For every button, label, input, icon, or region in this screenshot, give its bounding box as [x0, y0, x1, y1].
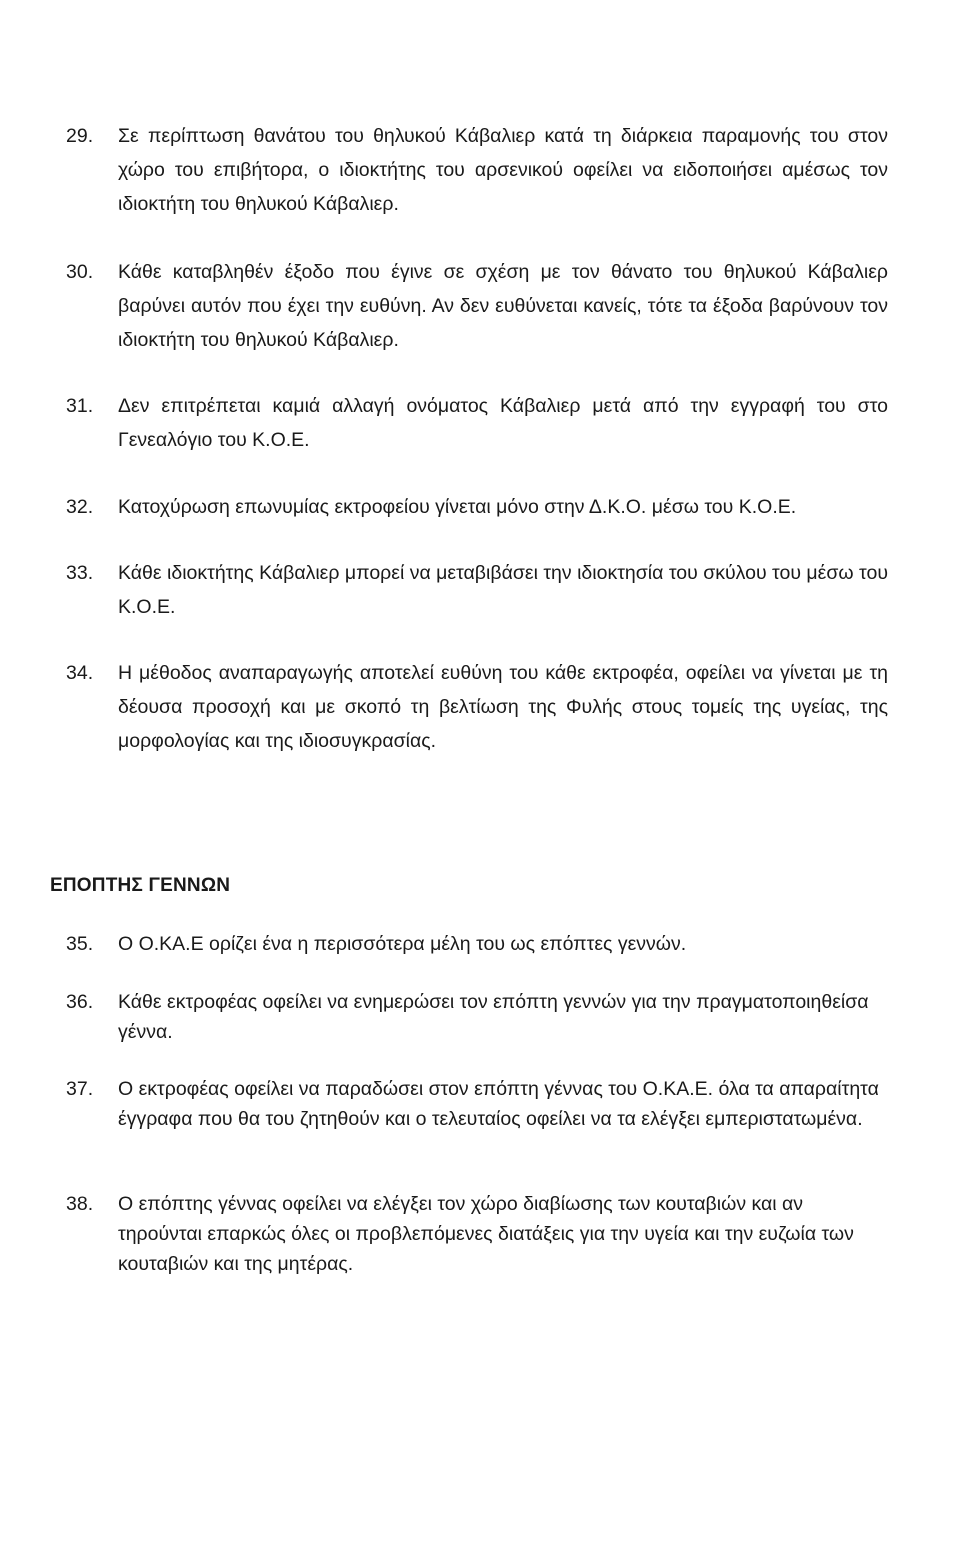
item-text: Κάθε εκτροφέας οφείλει να ενημερώσει τον επόπτη γεννών για την πραγματοποιηθείσα γέννα.: [118, 991, 869, 1043]
list-item: [66, 987, 888, 1047]
item-text: Σε περίπτωση θανάτου του θηλυκού Κάβαλιερ κατά τη διάρκεια παραμονής του στον χώρο του επιβήτορα, ο ιδιοκτήτης του αρσενικού οφείλει να ειδοποιήσει αμέσως τον ιδιοκτήτη του θηλυκού Κάβαλιερ.: [118, 125, 888, 215]
item-number: 31.: [66, 395, 94, 417]
item-number: 38.: [66, 1193, 94, 1215]
item-number: 34.: [66, 662, 94, 684]
item-text: Κατοχύρωση επωνυμίας εκτροφείου γίνεται μόνο στην Δ.Κ.Ο. μέσω του Κ.Ο.Ε.: [118, 496, 797, 518]
item-text: Κάθε ιδιοκτήτης Κάβαλιερ μπορεί να μεταβιβάσει την ιδιοκτησία του σκύλου του μέσω του Κ.Ο.Ε.: [118, 562, 888, 618]
item-text: Ο Ο.ΚΑ.Ε ορίζει ένα η περισσότερα μέλη του ως επόπτες γεννών.: [118, 933, 687, 955]
list-item: [66, 656, 888, 758]
list-item: [66, 556, 888, 624]
item-text: Ο εκτροφέας οφείλει να παραδώσει στον επόπτη γέννας του Ο.ΚΑ.Ε. όλα τα απαραίτητα έγγραφα που θα του ζητηθούν και ο τελευταίος οφείλει να τα ελέγξει εμπεριστατωμένα.: [118, 1078, 879, 1130]
item-number: 29.: [66, 125, 94, 147]
item-text: Η μέθοδος αναπαραγωγής αποτελεί ευθύνη του κάθε εκτροφέα, οφείλει να γίνεται με τη δέουσα προσοχή και με σκοπό τη βελτίωση της Φυλής στους τομείς της υγείας, της μορφολογίας και της ιδιοσυγκρασίας.: [118, 662, 888, 752]
list-item: [66, 119, 888, 221]
list-item: [66, 929, 888, 959]
item-number: 30.: [66, 261, 94, 283]
section-heading: ΕΠΟΠΤΗΣ ΓΕΝΝΩΝ: [50, 875, 231, 896]
item-text: Δεν επιτρέπεται καμιά αλλαγή ονόματος Κάβαλιερ μετά από την εγγραφή του στο Γενεαλόγιο του Κ.Ο.Ε.: [118, 395, 888, 451]
item-number: 35.: [66, 933, 94, 955]
item-text: Κάθε καταβληθέν έξοδο που έγινε σε σχέση με τον θάνατο του θηλυκού Κάβαλιερ βαρύνει αυτόν που έχει την ευθύνη. Αν δεν ευθύνεται κανείς, τότε τα έξοδα βαρύνουν τον ιδιοκτήτη του θηλυκού Κάβαλιερ.: [118, 261, 888, 351]
item-text: Ο επόπτης γέννας οφείλει να ελέγξει τον χώρο διαβίωσης των κουταβιών και αν τηρούνται επαρκώς όλες οι προβλεπόμενες διατάξεις για την υγεία και την ευζωία των κουταβιών και της μητέρας.: [118, 1193, 854, 1275]
item-number: 37.: [66, 1078, 94, 1100]
list-item: [66, 490, 888, 524]
list-item: [66, 389, 888, 457]
list-item: [66, 1189, 888, 1279]
list-item: [66, 255, 888, 357]
item-number: 36.: [66, 991, 94, 1013]
item-number: 32.: [66, 496, 94, 518]
list-item: [66, 1074, 888, 1134]
item-number: 33.: [66, 562, 94, 584]
